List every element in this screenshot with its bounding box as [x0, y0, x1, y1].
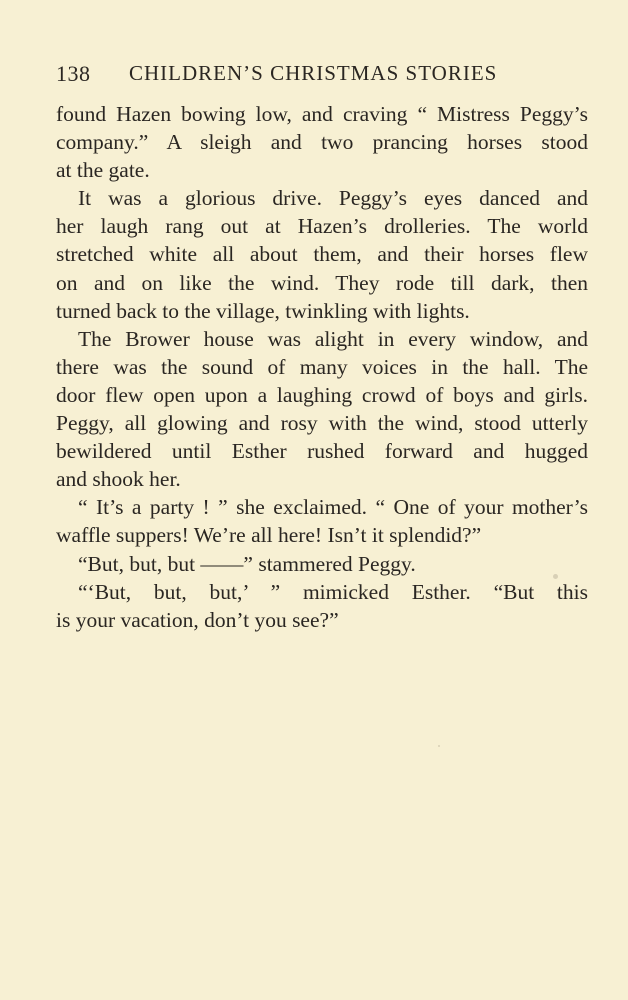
paper-speck [553, 574, 558, 579]
text-line: bewildered until Esther rushed forward and hugged [56, 439, 588, 464]
text-line: found Hazen bowing low, and craving “ Mistress Peggy’s [56, 102, 588, 126]
text-line: “ It’s a party ! ” she exclaimed. “ One of your mother’s [78, 495, 588, 520]
paragraph [56, 100, 588, 184]
text-line: Peggy, all glowing and rosy with the wind, stood utterly [56, 411, 588, 436]
text-line: “But, but, but ——” stammered Peggy. [78, 551, 416, 576]
paper-speck [438, 745, 440, 747]
text-line: stretched white all about them, and their horses flew [56, 242, 588, 267]
text-line: The Brower house was alight in every window, and [78, 326, 588, 351]
paragraph [56, 493, 588, 549]
text-line: waffle suppers! We’re all here! Isn’t it splendid?” [56, 523, 482, 548]
running-head: CHILDREN’S CHRISTMAS STORIES [129, 61, 498, 85]
text-line: door flew open upon a laughing crowd of boys and girls. [56, 382, 588, 407]
text-line: “‘But, but, but,’ ” mimicked Esther. “But this [78, 579, 588, 604]
text-line: at the gate. [56, 158, 150, 183]
text-line: on and on like the wind. They rode till dark, then [56, 270, 588, 295]
text-line: her laugh rang out at Hazen’s drolleries. The world [56, 214, 588, 239]
paragraph [56, 325, 588, 494]
body-text [56, 100, 588, 634]
text-line: is your vacation, don’t you see?” [56, 607, 339, 632]
text-line: company.” A sleigh and two prancing horses stood [56, 130, 588, 155]
page-number: 138 [56, 61, 91, 86]
page-header [56, 61, 588, 91]
paragraph [56, 184, 588, 324]
text-line: It was a glorious drive. Peggy’s eyes danced and [78, 186, 588, 211]
text-line: there was the sound of many voices in the hall. The [56, 354, 588, 379]
paragraph [56, 578, 588, 634]
text-line: and shook her. [56, 467, 181, 492]
paragraph [56, 550, 588, 578]
text-line: turned back to the village, twinkling with lights. [56, 298, 470, 323]
